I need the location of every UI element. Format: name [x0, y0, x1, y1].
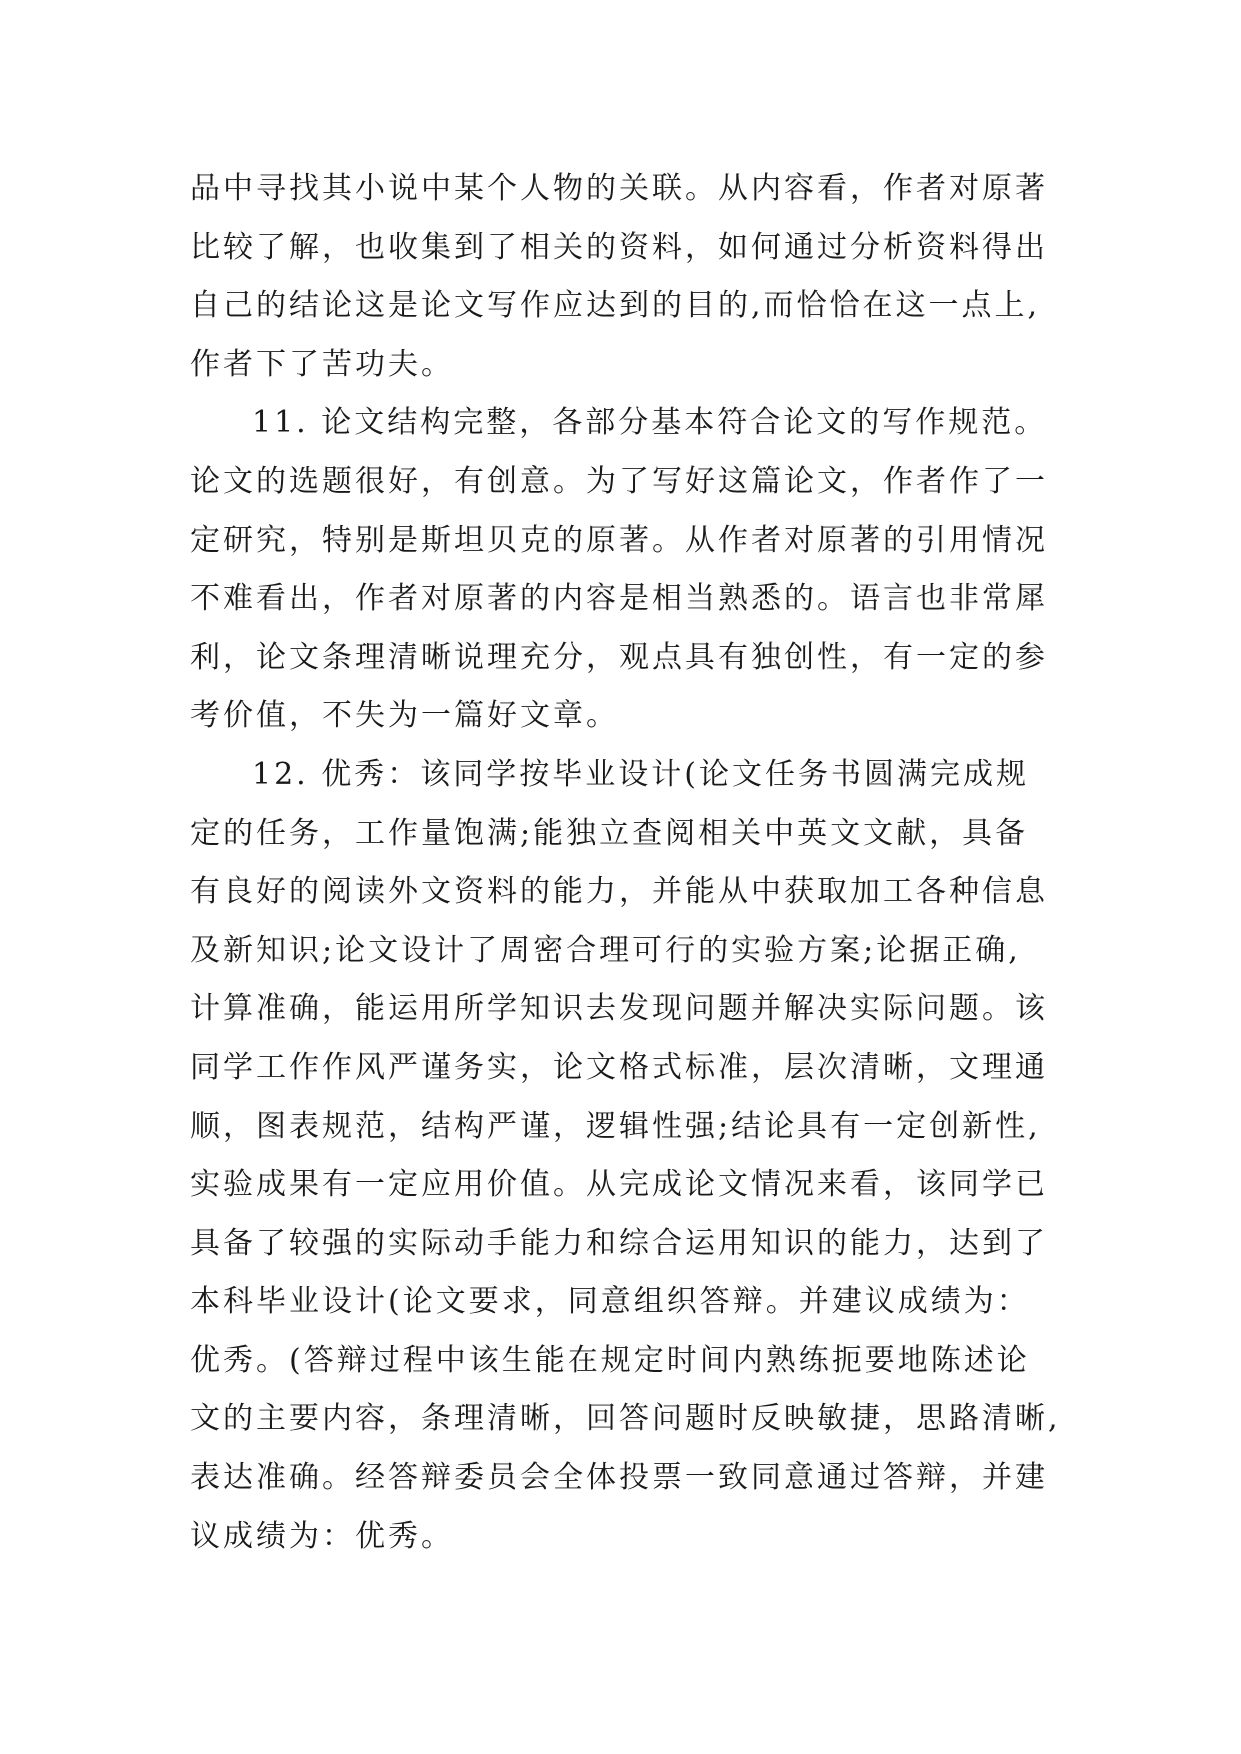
text-line: 品中寻找其小说中某个人物的关联。从内容看，作者对原著 [190, 171, 1048, 206]
text-line: 计算准确，能运用所学知识去发现问题并解决实际问题。该 [190, 991, 1048, 1027]
text-line: 议成绩为：优秀。 [190, 1518, 454, 1554]
text-line: 作者下了苦功夫。 [190, 346, 454, 382]
text-line: 文的主要内容，条理清晰，回答问题时反映敏捷，思路清晰, [190, 1401, 1061, 1437]
text-line: 定的任务，工作量饱满;能独立查阅相关中英文文献，具备 [190, 815, 1029, 851]
text-line: 实验成果有一定应用价值。从完成论文情况来看，该同学已 [190, 1167, 1048, 1203]
document-body [190, 160, 1090, 1566]
text-line: 利，论文条理清晰说理充分，观点具有独创性，有一定的参 [190, 639, 1048, 675]
text-line: 论文的选题很好，有创意。为了写好这篇论文，作者作了一 [190, 463, 1048, 499]
text-line: 定研究，特别是斯坦贝克的原著。从作者对原著的引用情况 [190, 522, 1048, 558]
text-line: 及新知识;论文设计了周密合理可行的实验方案;论据正确, [190, 932, 1021, 968]
text-line: 有良好的阅读外文资料的能力，并能从中获取加工各种信息 [190, 874, 1048, 910]
text-line: 同学工作作风严谨务实，论文格式标准，层次清晰，文理通 [190, 1049, 1048, 1085]
paragraph-11-start: 11. 论文结构完整，各部分基本符合论文的写作规范。 [252, 405, 1048, 441]
text-line: 具备了较强的实际动手能力和综合运用知识的能力，达到了 [190, 1225, 1048, 1261]
text-line: 本科毕业设计(论文要求，同意组织答辩。并建议成绩为： [190, 1284, 1030, 1320]
text-line: 表达准确。经答辩委员会全体投票一致同意通过答辩，并建 [190, 1460, 1048, 1496]
text-line: 考价值，不失为一篇好文章。 [190, 698, 619, 734]
text-line: 比较了解，也收集到了相关的资料，如何通过分析资料得出 [190, 229, 1048, 265]
paragraph-12-start: 12. 优秀：该同学按毕业设计(论文任务书圆满完成规 [252, 756, 1029, 792]
text-line: 不难看出，作者对原著的内容是相当熟悉的。语言也非常犀 [190, 581, 1048, 617]
text-line: 顺，图表规范，结构严谨，逻辑性强;结论具有一定创新性, [190, 1108, 1041, 1144]
text-line: 自己的结论这是论文写作应达到的目的,而恰恰在这一点上, [190, 288, 1041, 324]
text-line: 优秀。(答辩过程中该生能在规定时间内熟练扼要地陈述论 [190, 1342, 1030, 1378]
